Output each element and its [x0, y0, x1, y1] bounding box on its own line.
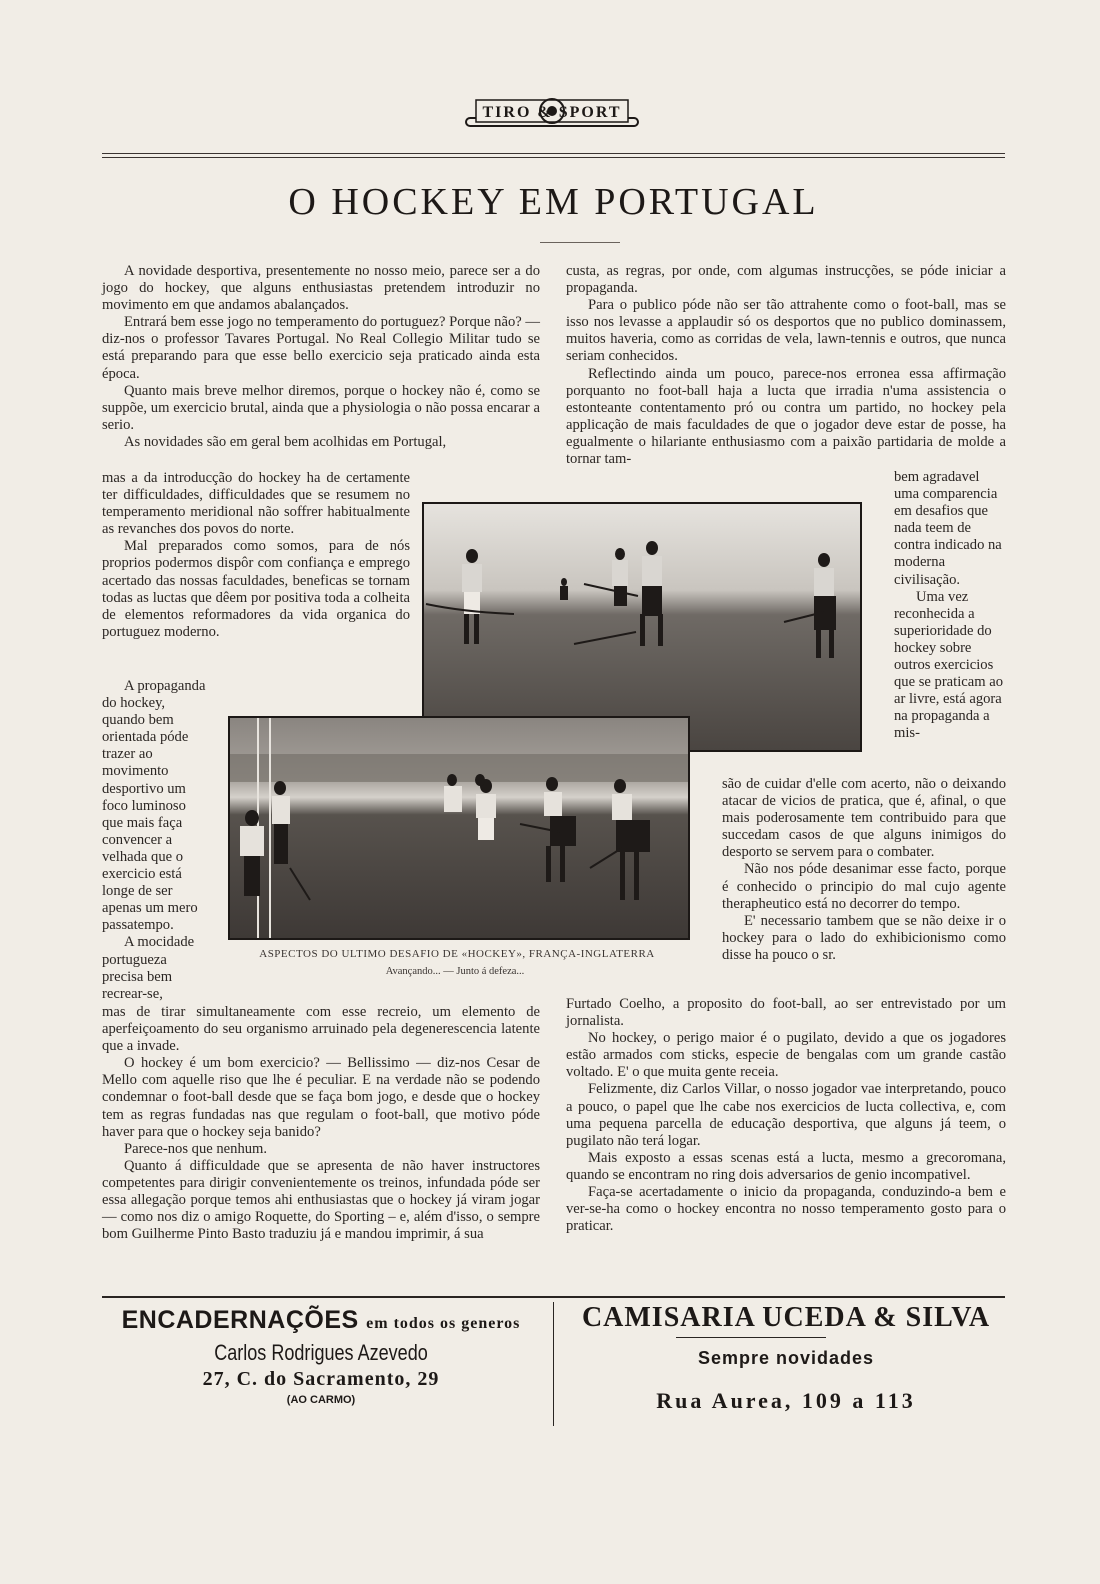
column-2-top — [566, 263, 1006, 468]
hockey-photo-defence — [228, 716, 690, 940]
paragraph: Não nos póde desanimar esse facto, porque é conhecido o principio do mal cujo agente therapheutico está no decorrer do tempo. — [722, 861, 1006, 912]
paragraph: No hockey, o perigo maior é o pugilato, devido a que os jogadores estão armados com sticks, especie de bengalas com um grande castão voltado. E' o que muita gente receia. — [566, 1030, 1006, 1081]
column-1-top — [102, 263, 540, 451]
paragraph: Quanto mais breve melhor diremos, porque o hockey não é, como se suppõe, um exercicio brutal, ainda que a physiologia o não possa encarar a serio. — [102, 382, 540, 433]
ad-bookbinding-sub: (AO CARMO) — [286, 1394, 356, 1406]
photo-caption: ASPECTOS DO ULTIMO DESAFIO DE «HOCKEY», FRANÇA-INGLATERRA — [259, 948, 655, 960]
ad-shirtmaker-sub: Sempre novidades — [697, 1348, 875, 1368]
column-2-mid — [722, 776, 1006, 964]
hockey-photo-advancing — [422, 502, 862, 752]
ad-bookbinding-name: Carlos Rodrigues Azevedo — [214, 1340, 428, 1365]
paragraph: A novidade desportiva, presentemente no nosso meio, parece ser a do jogo do hockey, que alguns enthusiastas pretendem introduzir no movimento em que andamos abalançados. — [102, 263, 540, 314]
ad-divider — [553, 1302, 554, 1426]
ad-rule — [102, 1296, 1005, 1298]
title-underline — [540, 242, 620, 243]
paragraph: mas a da introducção do hockey ha de certamente ter difficuldades, difficuldades que se resumem no temperamento meridional não soffrer habitualmente as revanches dos povos do norte. — [102, 470, 410, 538]
ad-shirtmaker-address: Rua Aurea, 109 a 113 — [656, 1388, 916, 1413]
ad-shirtmaker-rule — [676, 1337, 826, 1338]
paragraph: Parece-nos que nenhum. — [124, 1140, 268, 1157]
paragraph: As novidades são em geral bem acolhidas em Portugal, — [124, 433, 447, 450]
paragraph: mas de tirar simultaneamente com esse recreio, um elemento de aperfeiçoamento do seu organismo arruinado pela degenerescencia latente que a invade. — [102, 1004, 540, 1055]
ad-shirtmaker-title: CAMISARIA UCEDA & SILVA — [581, 1302, 991, 1333]
column-2-narrow — [894, 469, 1006, 743]
paragraph: Para o publico póde não ser tão attrahente como o foot-ball, mas se isso nos levasse a applaudir só os desportos que no publico dominassem, muitos haveria, como as corridas de vela, lawn-tennis e outros, que nunca seriam conhecidos. — [566, 297, 1006, 365]
paragraph: Reflectindo ainda um pouco, parece-nos erronea essa affirmação porquanto no foot-ball haja a lucta que irradia n'uma assistencia o estonteante contentamento pró ou contra um partido, no hockey pela applicação de mais faculdades de que o jogador deve estar de posse, ha egualmente o hilariante enthusiasmo com a paixão partidaria de molde a tornar tam- — [566, 365, 1006, 468]
paragraph: Uma vez reconhecida a superioridade do hockey sobre outros exercicios que se praticam ao ar livre, está agora na propaganda a mis- — [894, 588, 1003, 742]
ad-bookbinding-heading: ENCADERNAÇÕES — [121, 1306, 359, 1334]
paragraph: Faça-se acertadamente o inicio da propaganda, conduzindo-a bem e ver-se-ha como o hockey encontra no nosso temperamento gosto para o praticar. — [566, 1184, 1006, 1235]
ad-bookbinding-address: 27, C. do Sacramento, 29 — [202, 1368, 440, 1390]
paragraph: Mal preparados como somos, para de nós proprios podermos dispôr com confiança e emprego acertado das nossas faculdades, beneficas se tornam todas as luctas que dêem por positiva toda a colheita de elementos reformadores da vida organica do portuguez moderno. — [102, 538, 410, 640]
column-2-bottom — [566, 996, 1006, 1235]
paragraph: A mocidade portugueza precisa bem recrear-se, — [102, 934, 195, 1002]
top-rule-2 — [102, 157, 1005, 158]
paragraph: Mais exposto a essas scenas está a lucta, mesmo a grecoromana, quando se encontram no ring dois adversarios de genio incompativel. — [566, 1149, 1006, 1183]
column-1-bottom — [102, 1004, 540, 1243]
paragraph: Furtado Coelho, a proposito do foot-ball, ao ser entrevistado por um jornalista. — [566, 996, 1006, 1030]
paragraph: Quanto á difficuldade que se apresenta de não haver instructores competentes para dirigir convenientemente os treinos, infundada póde ser essa allegação porque temos ahi enthusiastas que o hockey já viram jogar — como nos diz o amigo Roquette, do Sporting – e, além d'isso, o sempre bom Guilherme Pinto Basto traduziu já e mandou imprimir, á sua — [102, 1157, 540, 1243]
ad-bookbinding-heading-small: em todos os generos — [366, 1315, 521, 1332]
top-rule — [102, 153, 1005, 154]
paragraph: bem agradavel uma comparencia em desafios que nada teem de contra indicado na moderna civilisação. — [894, 469, 1002, 588]
column-1-narrow — [102, 678, 206, 1003]
ad-bookbinding-title — [102, 1306, 540, 1335]
paragraph: Entrará bem esse jogo no temperamento do portuguez? Porque não? — diz-nos o professor Tavares Portugal. No Real Collegio Militar tudo se está preparando para que esse bello exercicio seja praticado ainda esta época. — [102, 314, 540, 382]
paragraph: custa, as regras, por onde, com algumas instrucções, se póde iniciar a propaganda. — [566, 263, 1006, 297]
paragraph: A propaganda do hockey, quando bem orientada póde trazer ao movimento desportivo um foco luminoso que mais faça convencer a velhada que o exercicio está longe de ser apenas um mero passatempo. — [102, 678, 206, 934]
paragraph: Felizmente, diz Carlos Villar, o nosso jogador vae interpretando, pouco a pouco, o papel que lhe cabe nos exercicios de lucta collectiva, e, com uma pequena parcella de educação desportiva, que alguns já teem, o pugilato não terá logar. — [566, 1081, 1006, 1149]
article-title: O HOCKEY EM PORTUGAL — [288, 181, 819, 223]
masthead-logo — [462, 92, 642, 138]
paragraph: são de cuidar d'elle com acerto, não o deixando atacar de vicios de pratica, que é, afinal, o que mais poderosamente tem contribuido para que succedam casos de que alguns inimigos do desporto se servem para o combater. — [722, 776, 1006, 861]
column-1-mid — [102, 470, 410, 641]
photo-subcaption: Avançando... — Junto á defeza... — [385, 966, 525, 977]
paragraph: E' necessario tambem que se não deixe ir o hockey para o lado do exhibicionismo como disse ha pouco o sr. — [722, 912, 1006, 963]
paragraph: O hockey é um bom exercicio? — Bellissimo — diz-nos Cesar de Mello com aquelle riso que lhe é peculiar. E na verdade não se podendo condemnar o foot-ball desde que se faça bom jogo, e desde que o hockey tem as regras fundadas nas que regulam o foot-ball, que motivo póde haver para que o hockey seja banido? — [102, 1055, 540, 1140]
masthead-text: TIRO & SPORT — [482, 104, 622, 121]
